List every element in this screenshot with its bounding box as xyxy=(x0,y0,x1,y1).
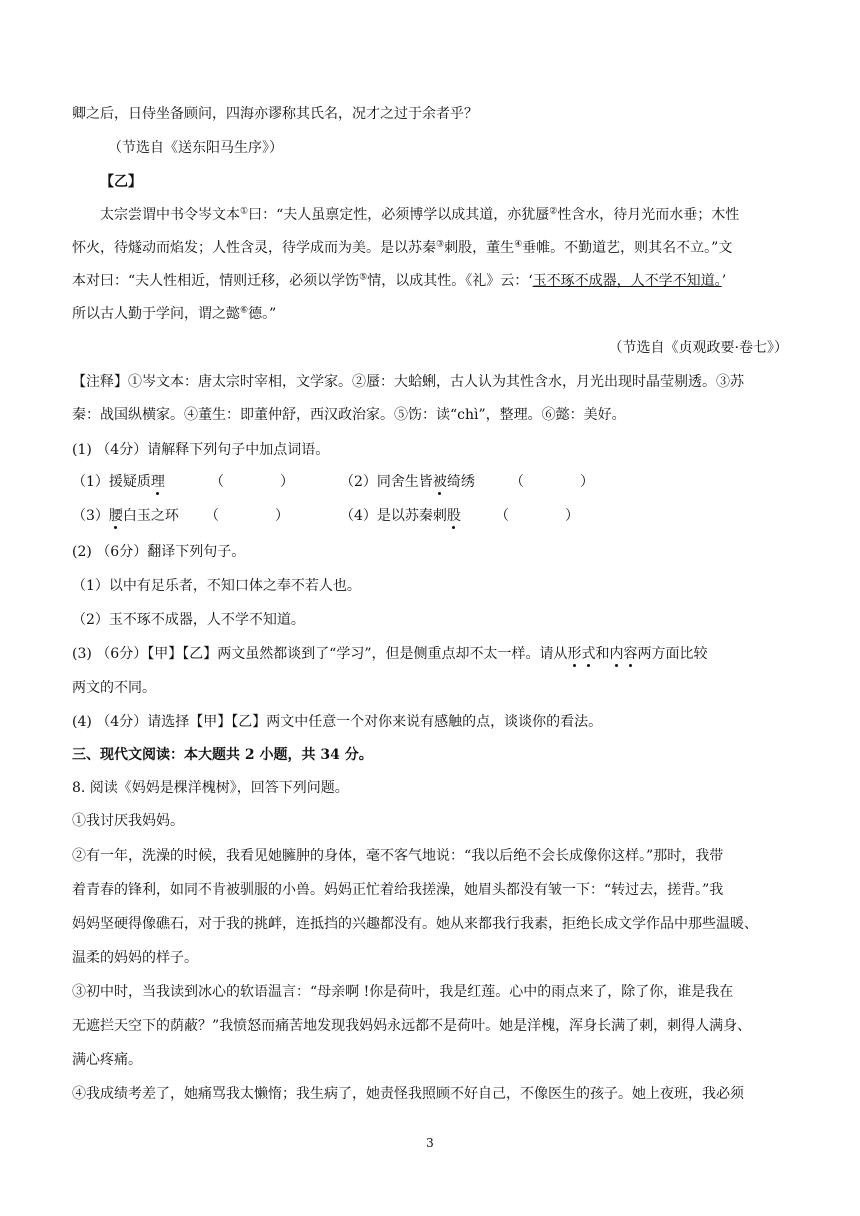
q2-sentence-2: （2）玉不琢不成器，人不学不知道。 xyxy=(72,612,305,628)
jia-tail-line: 卿之后，日侍坐备顾问，四海亦谬称其氏名，况才之过于余者乎？ xyxy=(72,106,478,122)
paragraph-1: ①我讨厌我妈妈。 xyxy=(72,813,184,829)
page-number: 3 xyxy=(426,1136,434,1150)
yi-line-3: 本对曰：“夫人性相近，情则迁移，必须以学饬⑤情，以成其性。《礼》云：‘玉不琢不成器，人不学不知道。’ xyxy=(72,272,727,289)
question-3-line-1: (3) （6分）【甲】【乙】两文虽然都谈到了“学习”，但是侧重点却不太一样。请从形式和内容两方面比较 xyxy=(72,646,708,662)
jia-source: （节选自《送东阳马生序》） xyxy=(108,140,283,156)
paragraph-3-line-3: 满心疼痛。 xyxy=(72,1052,142,1068)
paragraph-2-line-1: ②有一年，洗澡的时候，我看见她臃肿的身体，毫不客气地说：“我以后绝不会长成像你这样。”那时，我带 xyxy=(72,848,724,864)
paragraph-4-line-1: ④我成绩考差了，她痛骂我太懒惰；我生病了，她责怪我照顾不好自己，不像医生的孩子。她上夜班，我必须 xyxy=(72,1086,744,1102)
yi-heading: 【乙】 xyxy=(100,174,142,190)
notes-line-1: 【注释】①岑文本：唐太宗时宰相，文学家。②蜃：大蛤蜊，古人认为其性含水，月光出现时晶莹剔透。③苏 xyxy=(72,374,744,390)
yi-source: （节选自《贞观政要·卷七》） xyxy=(608,340,788,356)
paragraph-2-line-2: 着青春的锋利，如同不肯被驯服的小兽。妈妈正忙着给我搓澡，她眉头都没有皱一下：“转过去，搓背。”我 xyxy=(72,882,724,898)
yi-line-2: 怀火，待燧动而焰发；人性含灵，待学成而为美。是以苏秦③刺股，董生④垂帷。不勤道艺，则其名不立。”文 xyxy=(72,239,733,256)
q1-item-4: （4）是以苏秦刺股 xyxy=(340,508,461,524)
question-1-stem: (1) （4分）请解释下列句子中加点词语。 xyxy=(72,442,330,458)
q2-sentence-1: （1）以中有足乐者，不知口体之奉不若人也。 xyxy=(72,578,361,594)
question-8-stem: 8. 阅读《妈妈是棵洋槐树》，回答下列问题。 xyxy=(72,780,349,796)
q1-blank-1: （ ） xyxy=(210,474,294,490)
q1-blank-2: （ ） xyxy=(510,474,594,490)
q1-blank-3: （ ） xyxy=(205,508,289,524)
paragraph-3-line-2: 无遮拦天空下的荫蔽？”我愤怒而痛苦地发现我妈妈永远都不是荷叶。她是洋槐，浑身长满了刺，刺得人满身、 xyxy=(72,1018,752,1034)
paragraph-2-line-3: 妈妈坚硬得像礁石，对于我的挑衅，连抵挡的兴趣都没有。她从来都我行我素，拒绝长成文学作品中那些温暖、 xyxy=(72,916,758,932)
notes-line-2: 秦：战国纵横家。④董生：即董仲舒，西汉政治家。⑤饬：读“chì”，整理。⑥懿：美好。 xyxy=(72,407,626,423)
question-2-stem: (2) （6分）翻译下列句子。 xyxy=(72,544,246,560)
yi-line-1: 太宗尝谓中书令岑文本①曰：“夫人虽禀定性，必须博学以成其道，亦犹蜃②性含水，待月光而水垂；木性 xyxy=(100,206,740,223)
question-3-line-2: 两文的不同。 xyxy=(72,680,156,696)
q1-blank-4: （ ） xyxy=(495,508,579,524)
q1-item-2: （2）同舍生皆被绮绣 xyxy=(340,474,475,490)
q1-item-1: （1）援疑质理 xyxy=(72,474,165,490)
yi-line-4: 所以古人勤于学问，谓之懿⑥德。” xyxy=(72,305,277,322)
question-4: (4) （4分）请选择【甲】【乙】两文中任意一个对你来说有感触的点，谈谈你的看法。 xyxy=(72,714,603,730)
paragraph-2-line-4: 温柔的妈妈的样子。 xyxy=(72,950,198,966)
section-3-heading: 三、现代文阅读：本大题共 2 小题，共 34 分。 xyxy=(72,747,373,763)
q1-item-3: （3）腰白玉之环 xyxy=(72,508,179,524)
paragraph-3-line-1: ③初中时，当我读到冰心的软语温言：“母亲啊 !你是荷叶，我是红莲。心中的雨点来了，除了你，谁是我在 xyxy=(72,984,734,1000)
underlined-quote: 玉不琢不成器，人不学不知道。 xyxy=(532,273,722,289)
